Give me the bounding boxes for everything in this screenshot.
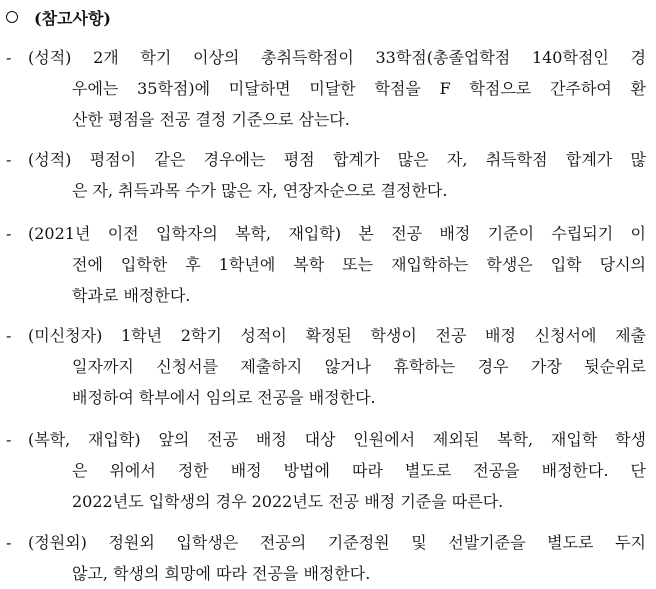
note-item: [6, 320, 646, 413]
note-line: 학과로 배정한다.: [72, 286, 191, 305]
note-line: 우에는 35학점)에 미달하면 미달한 학점을 F 학점으로 간주하여 환: [72, 79, 646, 98]
note-item: [6, 144, 646, 206]
note-line: (성적) 평점이 같은 경우에는 평점 합계가 많은 자, 취득학점 합계가 많: [28, 150, 646, 169]
note-item: [6, 218, 646, 311]
note-item: [6, 527, 646, 589]
section-heading-text: (참고사항): [34, 8, 111, 28]
dash-bullet: -: [6, 48, 12, 67]
note-line: 배정하여 학부에서 임의로 전공을 배정한다.: [72, 388, 376, 407]
note-item: [6, 42, 646, 135]
note-line: 않고, 학생의 희망에 따라 전공을 배정한다.: [72, 564, 371, 583]
note-line: 2022년도 입학생의 경우 2022년도 전공 배정 기준을 따른다.: [72, 492, 504, 511]
note-line: (성적) 2개 학기 이상의 총취득학점이 33학점(총졸업학점 140학점인 경: [28, 48, 646, 67]
note-line: (정원외) 정원외 입학생은 전공의 기준정원 및 선발기준을 별도로 두지: [28, 533, 646, 552]
dash-bullet: -: [6, 326, 12, 345]
note-line: 일자까지 신청서를 제출하지 않거나 휴학하는 경우 가장 뒷순위로: [72, 357, 646, 376]
note-item: [6, 424, 646, 517]
note-line: 전에 입학한 후 1학년에 복학 또는 재입학하는 학생은 입학 당시의: [72, 255, 646, 274]
dash-bullet: -: [6, 430, 12, 449]
dash-bullet: -: [6, 533, 12, 552]
dash-bullet: -: [6, 224, 12, 243]
note-line: 은 위에서 정한 배정 방법에 따라 별도로 전공을 배정한다. 단: [72, 461, 646, 480]
section-heading: [6, 4, 111, 30]
note-line: (2021년 이전 입학자의 복학, 재입학) 본 전공 배정 기준이 수립되기 이: [28, 224, 646, 243]
dash-bullet: -: [6, 150, 12, 169]
note-line: (미신청자) 1학년 2학기 성적이 확정된 학생이 전공 배정 신청서에 제출: [28, 326, 646, 345]
note-line: 산한 평점을 전공 결정 기준으로 삼는다.: [72, 110, 350, 129]
circle-bullet-icon: [6, 11, 18, 23]
note-line: (복학, 재입학) 앞의 전공 배정 대상 인원에서 제외된 복학, 재입학 학생: [28, 430, 646, 449]
note-line: 은 자, 취득과목 수가 많은 자, 연장자순으로 결정한다.: [72, 181, 448, 200]
